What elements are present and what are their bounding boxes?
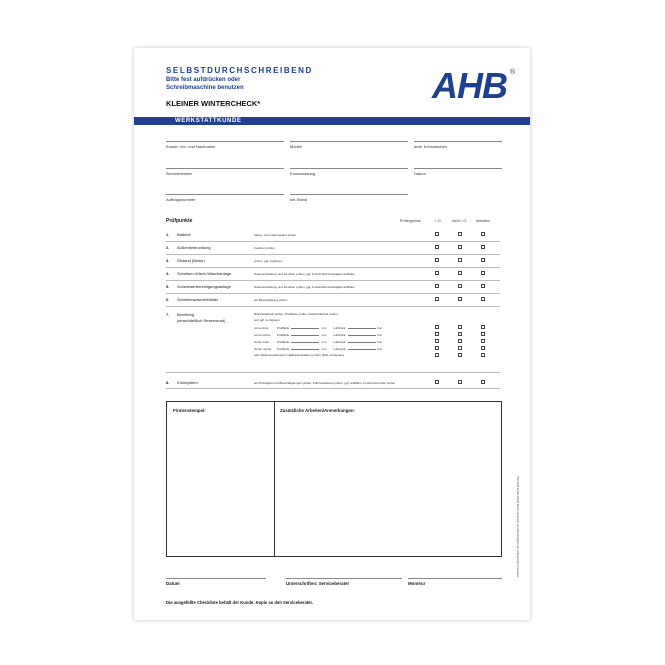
logo-text: AHB <box>432 65 507 104</box>
row-number: 2. <box>166 245 170 250</box>
header-selbstdurchschreibend: SELBSTDURCHSCHREIBEND <box>166 66 313 75</box>
section-band <box>134 117 530 125</box>
row-label: Scheiben-Wisch-Waschanlage <box>177 271 232 276</box>
row-label: Außenbeleuchtung <box>177 245 211 250</box>
form-sheet <box>134 48 530 620</box>
checkbox-not-ok[interactable] <box>458 284 462 288</box>
bar-unit: bar <box>377 326 382 330</box>
checkbox-not-ok[interactable] <box>458 245 462 249</box>
field-model[interactable]: Modell <box>290 141 408 150</box>
tread-input[interactable] <box>291 332 319 336</box>
checkbox-ok[interactable] <box>435 258 439 262</box>
pressure-label: Luftdruck <box>333 326 346 330</box>
checkbox-fixed[interactable] <box>481 339 485 343</box>
header-instructions <box>166 76 326 92</box>
tyre-rear-right <box>254 346 382 351</box>
col-ok: i. O. <box>435 219 442 223</box>
row-label: Batterie <box>177 232 191 237</box>
tread-input[interactable] <box>291 325 319 329</box>
field-mileage[interactable]: km-Stand <box>290 194 408 203</box>
signature-service-advisor[interactable]: Unterschriften: Serviceberater <box>286 578 402 587</box>
checkbox-not-ok[interactable] <box>458 325 462 329</box>
checklist-title: Prüfpunkte <box>166 218 193 224</box>
logo-registered-mark: ® <box>510 69 516 76</box>
vertical-disclaimer: *Der AHB-Einfall erhebt keinen Anspruch auf Vollständigkeit der aufliegenden Formulare. <box>516 476 519 578</box>
row-number: 5. <box>166 284 170 289</box>
check-row-washer <box>166 267 500 281</box>
checkbox-not-ok[interactable] <box>458 258 462 262</box>
check-row-headlamp-washer <box>166 280 500 294</box>
checkbox-fixed[interactable] <box>481 271 485 275</box>
row-description: prüfen, ggf. ergänzen <box>254 259 283 263</box>
bar-unit: bar <box>377 333 382 337</box>
col-not-ok: nicht i. O. <box>452 219 468 223</box>
field-order-number[interactable]: Auftragsnummer <box>166 194 284 203</box>
checkbox-ok[interactable] <box>435 325 439 329</box>
checkbox-fixed[interactable] <box>481 258 485 262</box>
row-description: Düseneinstellung und Funktion prüfen, ggf. Frostschutz-Flüssigkeit auffüllen <box>254 285 355 289</box>
check-row-oil <box>166 254 500 268</box>
checkbox-not-ok[interactable] <box>458 232 462 236</box>
checkbox-ok[interactable] <box>435 339 439 343</box>
checkbox-fixed[interactable] <box>481 380 485 384</box>
tread-label: Profiltiefe <box>276 340 290 344</box>
row-description: Reifenluftdruck prüfen, Profiltiefe prüfen, Reifenfülldruck prüfen <box>254 312 338 316</box>
checkbox-ok[interactable] <box>435 332 439 336</box>
company-stamp-label: Firmenstempel: <box>173 408 206 413</box>
mm-unit: mm <box>321 340 327 344</box>
pressure-label: Luftdruck <box>333 347 346 351</box>
check-row-cooling <box>166 376 500 389</box>
checkbox-ok[interactable] <box>435 297 439 301</box>
repair-kit-note: oder Reifenreparaturset: Haltbarkeitsdatum prüfen (falls vorhanden) <box>254 353 345 357</box>
checkbox-ok[interactable] <box>435 271 439 275</box>
box-divider <box>274 402 275 556</box>
field-date[interactable]: Datum <box>414 168 502 177</box>
checkbox-not-ok[interactable] <box>458 339 462 343</box>
row-label: Kühlsystem <box>177 380 198 385</box>
form-title: KLEINER WINTERCHECK* <box>166 99 261 108</box>
row-label: Scheinwerferreinigungsanlage <box>177 284 231 289</box>
row-number: 4. <box>166 271 170 276</box>
row-label: Scheibenwischerblätter <box>177 297 219 302</box>
signature-mechanic[interactable]: Monteur <box>408 578 502 587</box>
pressure-label: Luftdruck <box>333 333 346 337</box>
checkbox-ok[interactable] <box>435 353 439 357</box>
mm-unit: mm <box>321 326 327 330</box>
row-description: auf Dichtigkeit und Beschädigungen prüfen, Kühlmittelstand prüfen, ggf. auffüllen, Frostschutzmittel prüfen <box>254 381 396 385</box>
tread-label: Profiltiefe <box>276 347 290 351</box>
checkbox-not-ok[interactable] <box>458 271 462 275</box>
row-description: Säure- und Ladezustand prüfen <box>254 233 297 237</box>
tread-label: Profiltiefe <box>276 326 290 330</box>
checkbox-fixed[interactable] <box>481 346 485 350</box>
row-description-2: und ggf. korrigieren <box>254 318 280 322</box>
checkbox-fixed[interactable] <box>481 297 485 301</box>
stamp-notes-box <box>166 401 502 557</box>
field-service-advisor[interactable]: Serviceberater <box>166 168 284 177</box>
tyre-position: vorne links <box>254 326 269 330</box>
bar-unit: bar <box>377 347 382 351</box>
checkbox-fixed[interactable] <box>481 353 485 357</box>
pressure-input[interactable] <box>348 332 376 336</box>
row-number: 8. <box>166 380 170 385</box>
checkbox-not-ok[interactable] <box>458 332 462 336</box>
checkbox-ok[interactable] <box>435 232 439 236</box>
row-description: auf Beschädigung prüfen <box>254 298 288 302</box>
checkbox-not-ok[interactable] <box>458 346 462 350</box>
ahb-logo <box>430 64 518 104</box>
additional-notes-label: Zusätzliche Arbeiten/Anmerkungen: <box>280 408 355 413</box>
pressure-label: Luftdruck <box>333 340 346 344</box>
signature-date[interactable]: Datum <box>166 578 266 587</box>
checkbox-ok[interactable] <box>435 245 439 249</box>
check-row-battery <box>166 228 500 242</box>
tyre-front-left <box>254 325 382 330</box>
pressure-input[interactable] <box>348 325 376 329</box>
checkbox-fixed[interactable] <box>481 325 485 329</box>
checkbox-fixed[interactable] <box>481 332 485 336</box>
band-label: WERKSTATTKUNDE <box>175 118 242 124</box>
checkbox-ok[interactable] <box>435 380 439 384</box>
col-fixed: behoben <box>476 219 490 223</box>
mm-unit: mm <box>321 333 327 337</box>
row-number: 7. <box>166 312 170 317</box>
tyre-position: hinten links <box>254 340 270 344</box>
field-first-registration[interactable]: Erstzulassung <box>290 168 408 177</box>
tyre-position: vorne rechts <box>254 333 271 337</box>
tread-label: Profiltiefe <box>276 333 290 337</box>
check-row-wipers <box>166 293 500 307</box>
checkbox-not-ok[interactable] <box>458 297 462 301</box>
row-number: 3. <box>166 258 170 263</box>
result-column-label: Prüfergebnis: <box>400 219 422 223</box>
mm-unit: mm <box>321 347 327 351</box>
tread-input[interactable] <box>291 339 319 343</box>
field-plate[interactable]: amtl. Kennzeichen <box>414 141 502 150</box>
checkbox-fixed[interactable] <box>481 284 485 288</box>
check-row-lighting <box>166 241 500 255</box>
bar-unit: bar <box>377 340 382 344</box>
check-row-tyres <box>166 306 500 373</box>
row-number: 6. <box>166 297 170 302</box>
tyre-position: hinten rechts <box>254 347 272 351</box>
tread-input[interactable] <box>291 346 319 350</box>
tyre-rear-left <box>254 339 382 344</box>
checkbox-ok[interactable] <box>435 346 439 350</box>
checkbox-ok[interactable] <box>435 284 439 288</box>
footer-note: Die ausgefüllte Checkliste behält der Kunde. Kopie an den Serviceberater. <box>166 600 314 605</box>
checkbox-not-ok[interactable] <box>458 380 462 384</box>
checkbox-not-ok[interactable] <box>458 353 462 357</box>
instruction-line-2: Schreibmaschine benutzen <box>166 85 244 91</box>
row-number: 1. <box>166 232 170 237</box>
row-sublabel: (einschließlich Reserverad) <box>177 318 226 323</box>
instruction-line-1: Bitte fest aufdrücken oder <box>166 77 241 83</box>
row-description: Funktion prüfen <box>254 246 275 250</box>
pressure-input[interactable] <box>348 339 376 343</box>
checkbox-fixed[interactable] <box>481 232 485 236</box>
row-description: Düseneinstellung und Funktion prüfen, ggf. Frostschutz-Flüssigkeit auffüllen <box>254 272 355 276</box>
row-label: Ölstand (Motor) <box>177 258 205 263</box>
field-customer-name[interactable]: Kunde: Vor- und Nachname <box>166 141 284 150</box>
checkbox-fixed[interactable] <box>481 245 485 249</box>
tyre-front-right <box>254 332 382 337</box>
pressure-input[interactable] <box>348 346 376 350</box>
row-label: Bereifung <box>177 312 195 317</box>
